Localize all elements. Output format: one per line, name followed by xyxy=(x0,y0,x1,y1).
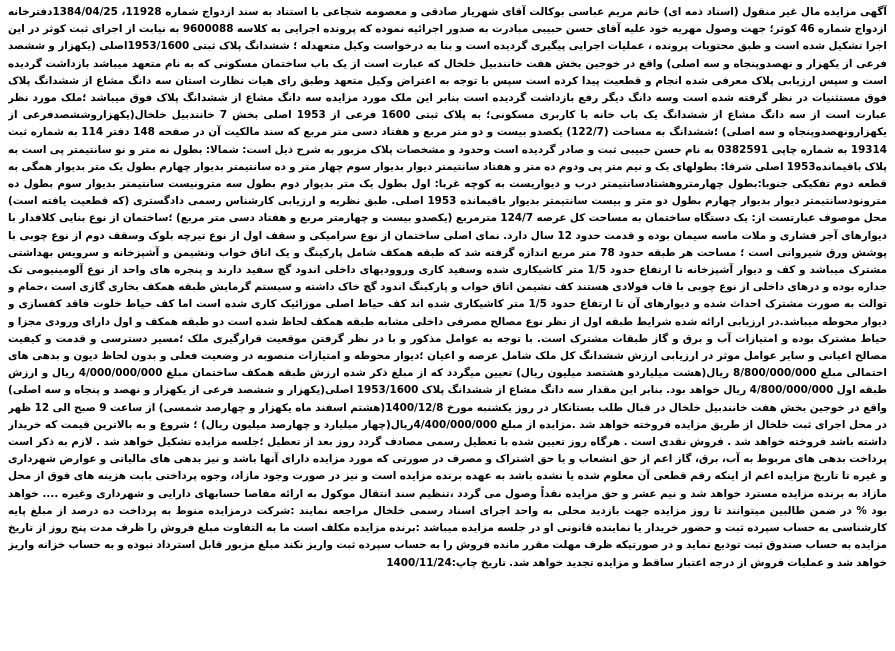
notice-text: آگهی مزایده مال غیر منقول (اسناد ذمه ای) خانم مریم عباسی بوکالت آقای شهریار صادقی و معصومه شجاعی با استناد به سند ازدواج شماره 11928، 1384/04/25دفترخانه ازدواج شماره 46 کوثر؛ جهت وصول مهریه خود علیه آقای حسن حبیبی مبادرت به صدور اجرائیه نموده که پرونده اجرایی به کلاسه 9600088 به نیابت از اجرای ثبت کوثر در این اجرا تشکیل شده است و طبق محتویات پرونده ، عملیات اجرایی پیگیری گردیده است و بنا به درخواست وکیل متعهدله ؛ ششدانگ پلاک ثبتی 1953/1600اصلی (یکهزار و ششصد فرعی از یکهزار و نهصدوپنجاه و سه اصلی) واقع در خوجین بخش هفت خانندبیل خلخال که عبارت است از یک باب ساختمان مسکونی که به نام متعهد میباشد بازداشت گردیده است و سپس ارزیابی پلاک معرفی شده انجام و قطعیت پیدا کرده است سپس با توجه به اعتراض وکیل متعهد وطبق رای هیات نظارت استان سه دانگ مشاع از ششدانگ پلاک فوق مستثنیات در نظر گرفته شده است وسه دانگ دیگر رفع بازداشت گردیده است بنابر این ملک مورد مزایده سه دانگ مشاع از ششدانگ پلاک فوق میباشد ؛ملک مورد نظر عبارت است از سه دانگ مشاع از ششدانگ یک باب خانه با کاربری مسکونی؛ به پلاک ثبتی 1600 فرعی از 1953 اصلی بخش 7 خانندبیل خلخال(یکهزاروششصدفرعی از یکهزارونهصدوپنجاه و سه اصلی) ؛ششدانگ به مساحت (122/7) یکصدو بیست و دو متر مربع و هفتاد دسی متر مربع که سند مالکیت آن در صفحه 148 دفتر 114 به شماره ثبت 19314 به شماره چاپی 0382591 به نام حسن حبیبی ثبت و صادر گردیده است وحدود و مشخصات پلاک مزبور به شرح ذیل است: شمالا: بطول نه متر و نو سانتیمتر پی است به پلاک باقیمانده1953 اصلی شرقا: بطولهای یک و نیم متر پی ودوم ده متر و هفتاد سانتیمتر دیوار بدیوار سوم چهار متر و ده سانتیمتر بدیوار چهارم بطول یک متر بدیوار همگی به قطعه دوم تفکیکی جنوبا:بطول چهارمتروهشتادسانتیمتر درب و دیواریست به کوچه غربا: اول بطول یک متر بدیوار دوم بطول سه مترونیست سانتیمتر بدیوار سوم بطول ده مترونودسانتیمتر دیوار بدیوار چهارم بطول دو متر و بیست سانتیمتر بدیوار باقیمانده 1953 اصلی. طبق نظریه و ارزیابی کارشناس رسمی دادگستری (که قطعیت یافته است) محل موصوف عبارتست از: یک دستگاه ساختمان به مساحت کل عرصه 124/7 مترمربع (یکصدو بیست و چهارمتر مربع و هفتاد دسی متر مربع) ؛ساختمان از نوع بنایی کلافدار با دیوارهای آجر فشاری و ملات ماسه سیمان بوده و قدمت حدود 12 سال دارد. نمای اصلی ساختمان از نوع سرامیکی و سقف اول از نوع تیرچه بلوک وسقف دوم از نوع چوبی با پوشش ورق شیروانی است ؛ مساحت هر طبقه حدود 78 متر مربع اندازه گرفته شد که طبقه همکف شامل پارکینگ و یک اتاق خواب ونشیمن و آشپزخانه و سرویس بهداشتی مشترک میباشد و کف و دیوار آشپزخانه تا ارتفاع حدود 1/5 متر کاشیکاری شده وسفید کاری وروودیهای داخلی اندود گچ سفید دارند و پنجره های واحد از نوع آلومینیومی تک جداره بوده و درهای داخلی از نوع چوبی با قاب فولادی هستند کف نشیمن اتاق خواب و پارکینگ اندود گچ خاک داشته و سیستم گرمایش طبقه همکف بخاری گازی است ،حمام و توالت به صورت مشترک احداث شده و دیوارهای آن تا ارتفاع حدود 1/5 متر کاشیکاری شده اند کف حیاط اصلی موزائیک کاری شده است اما کف حیاط خلوت فاقد کفسازی و دیوار محوطه میباشد.در ارزیابی ارائه شده شرایط طبقه اول از نظر نوع مصالح مصرفی داخلی مشابه طبقه همکف لحاظ شده است دو طبقه همکف و اول دارای ورودی مجزا و حیاط مشترک بوده و امتیازات آب و برق و گاز طبقات مشترک است. با توجه به عوامل مذکور و با در نظر گرفتن موقعیت قرارگیری ملک ؛مسیر دسترسی و قدمت و کیفیت مصالح اعیانی و سایر عوامل موثر در ارزیابی ارزش ششدانگ کل ملک شامل عرصه و اعیان ؛دیوار محوطه و امتیازات منصوبه در وضعیت فعلی و بدون لحاظ دیون و بدهی های احتمالی مبلغ 8/800/000/000 ریال(هشت میلیاردو هشتصد میلیون ریال) تعیین میگردد که از مبلغ ذکر شده ارزش طبقه همکف ساختمان مبلغ 4/000/000/000 ریال و ارزش طبقه اول 4/800/000/000 ریال خواهد بود. بنابر این مقدار سه دانگ مشاع از ششدانگ پلاک 1953/1600 اصلی(یکهزار و ششصد فرعی از یکهزار و نهصد و پنجاه و سه اصلی) واقع در خوجین بخش هفت خانندبیل خلخال در قبال طلب بستانکار در روز یکشنبه مورخ 1400/12/8(هشتم اسفند ماه یکهزار و چهارصد شمسی) از ساعت 9 صبح الی 12 ظهر در محل اجرای ثبت خلخال از طریق مزایده فروخته خواهد شد .مزایده از مبلغ 4/400/000/000ریال(چهار میلیارد و چهارصد میلیون ریال) ؛ شروع و به بالاترین قیمت که خریدار داشته باشد فروخته خواهد شد . فروش نقدی است . هرگاه روز تعیین شده با تعطیل رسمی مصادف گردد روز بعد از تعطیل ؛جلسه مزایده تشکیل خواهد شد . لازم به ذکر است پرداخت بدهی های مربوط به آب، برق، گاز اعم از حق انشعاب و یا حق اشتراک و مصرف در صورتی که مورد مزایده دارای آنها باشد و نیز بدهی های مالیاتی و عوارض شهرداری و غیره تا تاریخ مزایده اعم از اینکه رقم قطعی آن معلوم شده یا نشده باشد به عهده برنده مزایده است و نیز در صورت وجود مازاد، وجوه پرداختی بابت هزینه های فوق از محل مازاد به برنده مزایده مسترد خواهد شد و نیم عشر و حق مزایده نقداً وصول می گردد ،تنظیم سند انتقال موکول به ارائه مفاصا حسابهای دارایی و شهرداری وغیره .... خواهد بود % در ضمن طالبین میتوانند تا روز مزایده جهت بازدید محلی به واحد اجرای اسناد رسمی خلخال مراجعه نمایند :شرکت درمزایده منوط به پرداخت ده درصد از مبلغ پایه کارشناسی به حساب سپرده ثبت و حضور خریدار یا نماینده قانونی او در جلسه مزایده میباشد :برنده مزایده مکلف است ما به التفاوت مبلغ فروش را ظرف مدت پنج روز از تاریخ مزایده به حساب صندوق ثبت تودیع نماید و در صورتیکه ظرف مهلت مقرر مانده فروش را به حساب سپرده ثبت واریز نکند مبلغ مزبور قابل استرداد نبوده و به حساب خزانه واریز خواهد شد و عملیات فروش از درجه اعتبار ساقط و مزایده تجدید خواهد شد. تاریخ چاپ:1400/11/24 xyxy=(8,6,887,569)
auction-notice xyxy=(8,4,887,647)
